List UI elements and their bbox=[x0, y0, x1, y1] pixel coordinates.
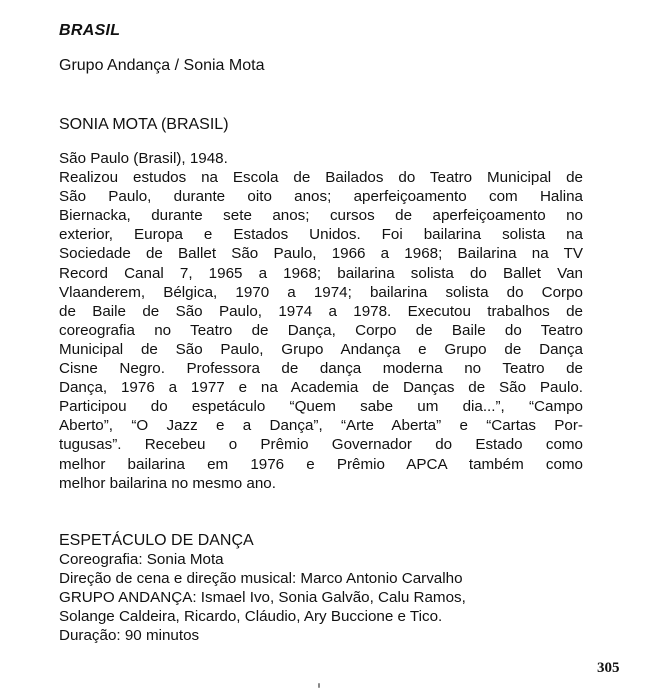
show-heading: ESPETÁCULO DE DANÇA bbox=[59, 532, 254, 549]
bio-line: Sociedade de Ballet São Paulo, 1966 a 1968; Bailarina na TV bbox=[59, 245, 583, 263]
bio-line: São Paulo, durante oito anos; aperfeiçoamento com Halina bbox=[59, 188, 583, 206]
artist-biography bbox=[59, 149, 583, 493]
bio-line: Record Canal 7, 1965 a 1968; bailarina solista do Ballet Van bbox=[59, 264, 583, 282]
bio-line: Biernacka, durante sete anos; cursos de aperfeiçoamento no bbox=[59, 207, 583, 225]
show-details bbox=[59, 531, 583, 646]
show-cast: GRUPO ANDANÇA: Ismael Ivo, Sonia Galvão, Calu Ramos, bbox=[59, 589, 466, 607]
show-direction: Direção de cena e direção musical: Marco Antonio Carvalho bbox=[59, 570, 463, 588]
bio-line: tugusas”. Recebeu o Prêmio Governador do Estado como bbox=[59, 436, 583, 454]
bio-line: Dança, 1976 a 1977 e na Academia de Danças de São Paulo. bbox=[59, 379, 583, 397]
page-number: 305 bbox=[597, 660, 620, 676]
bio-line: exterior, Europa e Estados Unidos. Foi bailarina solista na bbox=[59, 226, 583, 244]
bio-line: melhor bailarina em 1976 e Prêmio APCA também como bbox=[59, 455, 583, 473]
bio-line: coreografia no Teatro de Dança, Corpo de Baile do Teatro bbox=[59, 321, 583, 339]
group-title: Grupo Andança / Sonia Mota bbox=[59, 57, 265, 74]
country-label: BRASIL bbox=[59, 22, 121, 39]
bio-line: de Baile de São Paulo, 1974 a 1978. Executou trabalhos de bbox=[59, 302, 583, 320]
bio-line: Participou do espetáculo “Quem sabe um dia...”, “Campo bbox=[59, 398, 583, 416]
scan-speck bbox=[318, 683, 320, 688]
bio-line: Cisne Negro. Professora de dança moderna no Teatro de bbox=[59, 360, 583, 378]
show-cast: Solange Caldeira, Ricardo, Cláudio, Ary Buccione e Tico. bbox=[59, 608, 443, 626]
bio-line: melhor bailarina no mesmo ano. bbox=[59, 474, 276, 492]
bio-line: Realizou estudos na Escola de Bailados do Teatro Municipal de bbox=[59, 169, 583, 187]
show-choreography: Coreografia: Sonia Mota bbox=[59, 551, 224, 569]
bio-line: São Paulo (Brasil), 1948. bbox=[59, 150, 228, 167]
artist-heading: SONIA MOTA (BRASIL) bbox=[59, 116, 229, 133]
bio-line: Vlaanderem, Bélgica, 1970 a 1974; bailarina solista do Corpo bbox=[59, 283, 583, 301]
bio-line: Municipal de São Paulo, Grupo Andança e Grupo de Dança bbox=[59, 340, 583, 358]
bio-line: Aberto”, “O Jazz e a Dança”, “Arte Aberta” e “Cartas Por- bbox=[59, 417, 583, 435]
show-duration: Duração: 90 minutos bbox=[59, 627, 200, 645]
